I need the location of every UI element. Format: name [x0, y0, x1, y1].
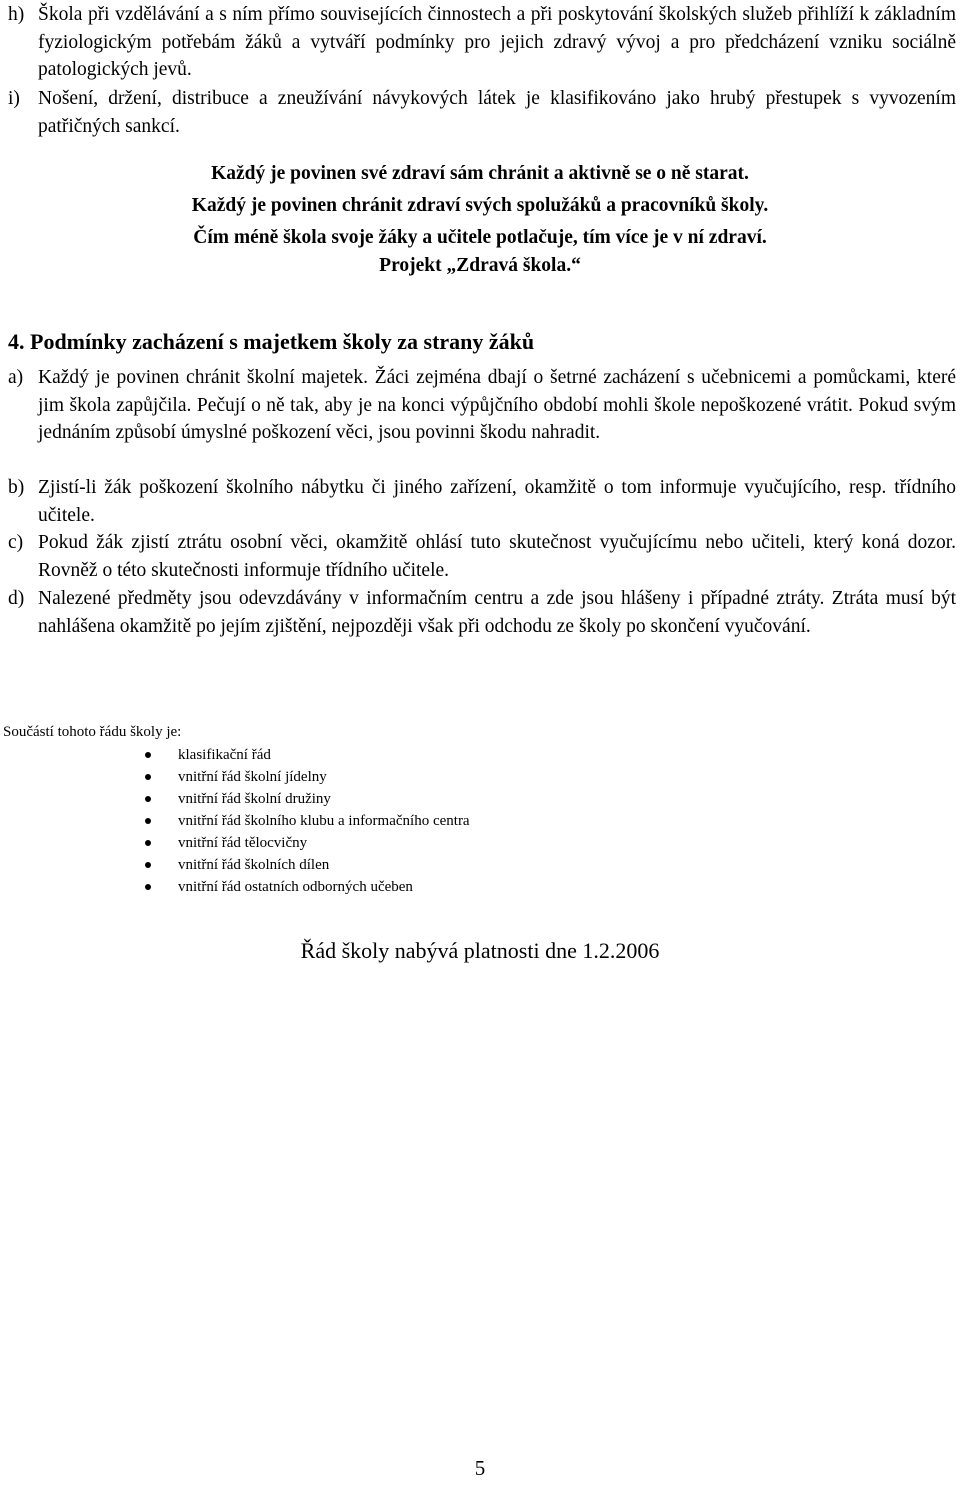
item-marker: h) — [8, 4, 25, 25]
motto-2: Každý je povinen chránit zdraví svých spolužáků a pracovníků školy. — [191, 195, 769, 216]
attachments-intro: Součástí tohoto řádu školy je: — [3, 724, 182, 740]
bullet-icon — [145, 884, 151, 890]
motto-3: Čím méně škola svoje žáky a učitele potlačuje, tím více je v ní zdraví. — [193, 227, 767, 248]
item-text: Škola při vzdělávání a s ním přímo souvisejících činnostech a při poskytování školských služeb přihlíží k základním fyziologickým potřebám žáků a vytváří podmínky pro jejich zdravý vývoj a pro předcházení vzniku sociálně patologických jevů. — [38, 4, 956, 80]
section-4-heading: 4. Podmínky zacházení s majetkem školy za strany žáků — [8, 329, 535, 354]
list-item-label: vnitřní řád školní jídelny — [178, 769, 327, 785]
rule-item-h — [8, 1, 956, 84]
bullet-icon — [145, 840, 151, 846]
bullet-icon — [145, 752, 151, 758]
item-marker: b) — [8, 477, 25, 498]
item-text: Každý je povinen chránit školní majetek. Žáci zejména dbají o šetrné zacházení s učebnicemi a pomůckami, které jim škola zapůjčila. Pečují o ně tak, aby je na konci výpůjčního období mohli škole nepoškozené vrátit. Pokud svým jednáním způsobí úmyslné poškození věci, jsou povinni škodu nahradit. — [38, 367, 956, 443]
item-text: Nalezené předměty jsou odevzdávány v informačním centru a zde jsou hlášeny i případné ztráty. Ztráta musí být nahlášena okamžitě po jejím zjištění, nejpozději však při odchodu ze školy po skončení vyučování. — [38, 588, 956, 637]
item-text: Pokud žák zjistí ztrátu osobní věci, okamžitě ohlásí tuto skutečnost vyučujícímu nebo učiteli, který koná dozor. Rovněž o této skutečnosti informuje třídního učitele. — [38, 532, 956, 581]
bullet-icon — [145, 796, 151, 802]
list-item-label: vnitřní řád tělocvičny — [178, 835, 308, 851]
item-text: Zjistí-li žák poškození školního nábytku či jiného zařízení, okamžitě o tom informuje vyučujícího, resp. třídního učitele. — [38, 477, 956, 526]
item-marker: i) — [8, 88, 20, 109]
list-item-label: vnitřní řád ostatních odborných učeben — [178, 879, 413, 895]
page-number: 5 — [474, 1456, 486, 1480]
bullet-icon — [145, 774, 151, 780]
validity-statement: Řád školy nabývá platnosti dne 1.2.2006 — [300, 938, 660, 963]
list-item-label: vnitřní řád školních dílen — [178, 857, 330, 873]
list-item-label: vnitřní řád školní družiny — [178, 791, 331, 807]
list-item-label: vnitřní řád školního klubu a informačního centra — [178, 813, 470, 829]
item-marker: d) — [8, 588, 25, 609]
rule-item-i — [8, 85, 956, 140]
bullet-icon — [145, 818, 151, 824]
motto-1: Každý je povinen své zdraví sám chránit a aktivně se o ně starat. — [211, 163, 749, 184]
property-item-a — [8, 364, 956, 447]
property-item-d — [8, 585, 956, 640]
property-item-c — [8, 529, 956, 584]
list-item-label: klasifikační řád — [178, 747, 271, 763]
health-mottos — [0, 158, 960, 282]
property-item-b — [8, 474, 956, 529]
motto-4: Projekt „Zdravá škola.“ — [379, 255, 581, 276]
bullet-icon — [145, 862, 151, 868]
item-marker: c) — [8, 532, 24, 553]
item-marker: a) — [8, 367, 24, 388]
item-text: Nošení, držení, distribuce a zneužívání návykových látek je klasifikováno jako hrubý přestupek s vyvozením patřičných sankcí. — [38, 88, 956, 137]
